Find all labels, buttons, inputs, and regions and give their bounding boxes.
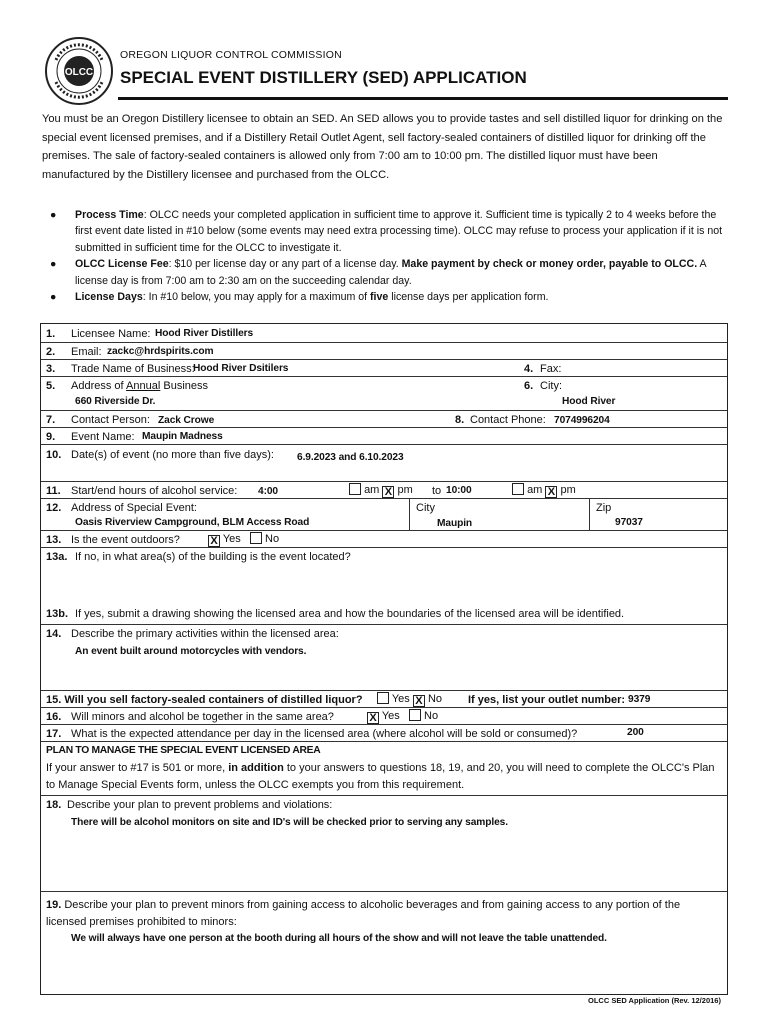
minors-yes-checkbox[interactable]: X [367,712,379,724]
requirements-list [44,207,728,305]
row-activities: 14. Describe the primary activities within the licensed area: An event built around motorcycles with vendors. [41,624,727,690]
page-title: SPECIAL EVENT DISTILLERY (SED) APPLICATION [120,68,527,87]
plan-section [41,741,727,795]
form-revision: OLCC SED Application (Rev. 12/2016) [588,996,721,1005]
row-event-address: 12. Address of Special Event: Oasis Riverview Campground, BLM Access Road City Maupin Zip 97037 [41,498,727,530]
row-event-name: 9. Event Name: Maupin Madness [41,427,727,444]
olcc-logo [44,36,114,106]
building-area-field[interactable]: If no, in what area(s) of the building is the event located? [75,551,351,563]
row-outdoors: 13. Is the event outdoors? X Yes No [41,530,727,547]
end-pm-checkbox[interactable]: X [545,486,557,498]
activities-field[interactable]: An event built around motorcycles with vendors. [75,646,307,657]
trade-name-field[interactable]: Hood River Dsitilers [193,363,289,374]
business-city-field[interactable]: Hood River [562,396,616,407]
outlet-number-field[interactable]: 9379 [628,693,688,708]
event-address-field[interactable]: Oasis Riverview Campground, BLM Access Road [75,517,310,528]
bullet-process-time: ● Process Time: OLCC needs your completed application in sufficient time to approve it. Sufficient time is typically 2 to 4 weeks before the first event date listed in #10 below (some events may need extra processing time). OLCC may refuse to process your application if it is not submitted in sufficient time for the OLCC to investigate it. [50,209,723,254]
bullet-license-days: ● License Days: In #10 below, you may apply for a maximum of five license days per application form. [50,291,549,304]
event-zip-field[interactable]: 97037 [615,517,643,528]
outdoors-no-checkbox[interactable] [250,532,262,544]
minors-no-checkbox[interactable] [409,709,421,721]
outdoors-yes-checkbox[interactable]: X [208,535,220,547]
logo-center-text: OLCC [64,67,94,78]
title-rule [118,97,728,100]
row-event-dates: 10. Date(s) of event (no more than five days): 6.9.2023 and 6.10.2023 [41,444,727,481]
start-time-field[interactable]: 4:00 [258,486,278,497]
sealed-yes-checkbox[interactable] [377,692,389,704]
business-address-field[interactable]: 660 Riverside Dr. [75,396,156,407]
row-contact: 7. Contact Person: Zack Crowe 8. Contact Phone: 7074996204 [41,410,727,427]
start-pm-checkbox[interactable]: X [382,486,394,498]
row-service-hours: 11. Start/end hours of alcohol service: 4:00 am X pm to 10:00 am X pm [41,481,727,498]
prevent-minors-field[interactable]: We will always have one person at the booth during all hours of the show and will not leave the table unattended. [71,933,607,944]
attendance-field[interactable]: 200 [627,727,644,738]
contact-person-field[interactable]: Zack Crowe [158,415,215,426]
sealed-no-checkbox[interactable]: X [413,695,425,707]
contact-phone-field[interactable]: 7074996204 [554,415,610,426]
start-am-checkbox[interactable] [349,483,361,495]
licensee-name-field[interactable]: Hood River Distillers [155,328,254,339]
event-name-field[interactable]: Maupin Madness [142,431,223,442]
prevent-problems-field[interactable]: There will be alcohol monitors on site and ID's will be checked prior to serving any samples. [71,817,508,828]
row-prevent-minors: 19. Describe your plan to prevent minors from gaining access to alcoholic beverages and from gaining access to any portion of the licensed premises prohibited to minors: We will always have one person at the booth during all hours of the show and will not leave the table unattended. [41,891,727,994]
event-dates-field[interactable]: 6.9.2023 and 6.10.2023 [297,452,404,463]
bullet-license-fee: ● OLCC License Fee: $10 per license day or any part of a license day. Make payment by check or money order, payable to OLCC. A license day is from 7:00 am to 2:30 am on the succeeding calendar day. [50,258,706,287]
end-am-checkbox[interactable] [512,483,524,495]
email-field[interactable]: zackc@hrdspirits.com [107,346,214,357]
row-building-area: 13a. If no, in what area(s) of the building is the event located? [41,547,727,630]
row-drawing: 13b. If yes, submit a drawing showing the licensed area and how the boundaries of the licensed area will be identified. [46,608,625,620]
agency-name: OREGON LIQUOR CONTROL COMMISSION [120,49,342,61]
intro-paragraph: You must be an Oregon Distillery licensee to obtain an SED. An SED allows you to provide tastes and sell distilled liquor for drinking on the special event licensed premises, and if a Distillery Retail Outlet Agent, sell factory-sealed containers of distilled liquor for drinking off the premises. The sale of factory-sealed containers is allowed only from 7:00 am to 10:00 pm. The distilled liquor must have been manufactured by the Distillery licensee and purchased from the OLCC. [42,113,723,181]
plan-text: If your answer to #17 is 501 or more, in addition to your answers to questions 18, 19, and 20, you will need to complete the OLCC's Plan to Manage Special Events form, unless the OLCC exempts you from this requirement. [46,762,715,791]
end-time-field[interactable]: 10:00 [446,485,472,496]
row-email: 2. Email: zackc@hrdspirits.com [41,342,727,359]
row-minors: 16. Will minors and alcohol be together in the same area? X Yes No [41,707,727,724]
row-business-address: 5. Address of Annual Business 660 Riverside Dr. 6. City: Hood River [41,376,727,410]
application-form [40,323,728,995]
row-factory-sealed: 15. Will you sell factory-sealed containers of distilled liquor? Yes X No If yes, list your outlet number: 9379 [41,690,727,707]
row-trade-name: 3. Trade Name of Business: Hood River Dsitilers 4. Fax: [41,359,727,376]
row-attendance: 17. What is the expected attendance per day in the licensed area (where alcohol will be sold or consumed)? 200 [41,724,727,741]
fax-label: Fax: [540,363,562,375]
plan-title: PLAN TO MANAGE THE SPECIAL EVENT LICENSED AREA [46,745,321,756]
row-prevent-problems: 18. Describe your plan to prevent problems and violations: There will be alcohol monitors on site and ID's will be checked prior to serving any samples. [41,795,727,891]
event-city-field[interactable]: Maupin [437,518,473,529]
row-licensee-name: 1. Licensee Name: Hood River Distillers [46,328,254,340]
